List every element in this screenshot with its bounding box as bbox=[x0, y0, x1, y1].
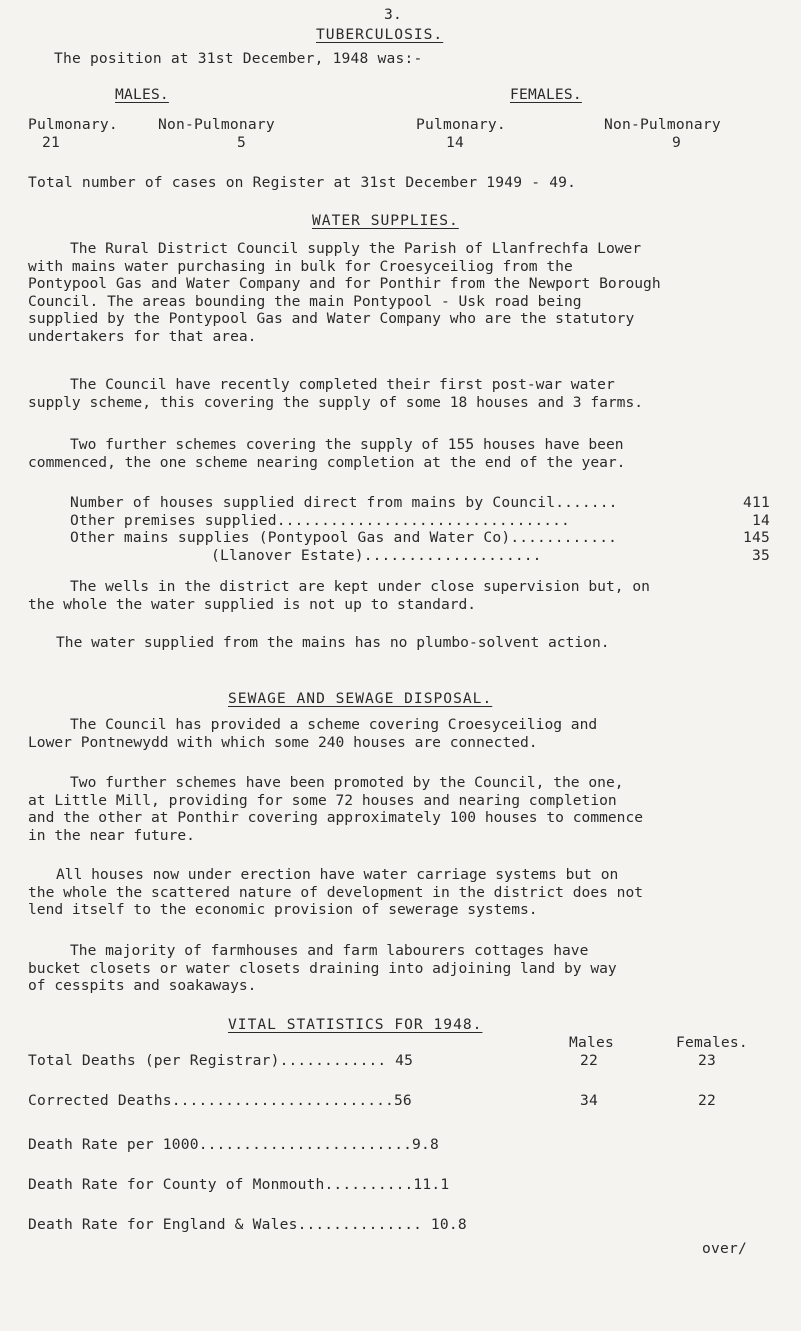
row-label: Other mains supplies (Pontypool Gas and Water Co) bbox=[70, 529, 511, 546]
text-line: Two further schemes covering the supply of 155 houses have been bbox=[70, 436, 624, 453]
row-value: 145 bbox=[743, 529, 770, 546]
text-line: Pontypool Gas and Water Company and for Ponthir from the Newport Borough bbox=[28, 275, 661, 292]
list-item: Other mains supplies (Pontypool Gas and Water Co)............ 145 bbox=[70, 529, 770, 546]
text-line: The Rural District Council supply the Parish of Llanfrechfa Lower bbox=[70, 240, 642, 257]
text-line: and the other at Ponthir covering approximately 100 houses to commence bbox=[28, 809, 644, 826]
vital-row-death-rate: Death Rate per 1000........................9.8 bbox=[28, 1136, 439, 1153]
row-label: Total Deaths (per Registrar) bbox=[28, 1052, 280, 1069]
text-line: at Little Mill, providing for some 72 houses and nearing completion bbox=[28, 791, 617, 809]
text-line: All houses now under erection have water carriage systems but on bbox=[56, 866, 619, 883]
water-para-4 bbox=[28, 578, 788, 613]
text-line: The wells in the district are kept under close supervision but, on bbox=[70, 578, 650, 595]
list-item: Number of houses supplied direct from mains by Council....... 411 bbox=[70, 494, 770, 511]
text-line: with mains water purchasing in bulk for Croesyceiliog from the bbox=[28, 257, 573, 275]
text-line: of cesspits and soakaways. bbox=[28, 977, 257, 994]
list-item: (Llanover Estate).................... 35 bbox=[211, 546, 770, 564]
row-value: 45 bbox=[395, 1052, 414, 1069]
male-non-pulmonary-value: 5 bbox=[237, 134, 246, 151]
male-pulmonary-label: Pulmonary. bbox=[28, 116, 118, 133]
row-label: Other premises supplied bbox=[70, 511, 277, 529]
page-number: 3. bbox=[384, 6, 402, 23]
text-line: Lower Pontnewydd with which some 240 houses are connected. bbox=[28, 733, 538, 751]
water-para-5 bbox=[28, 634, 788, 652]
female-pulmonary-label: Pulmonary. bbox=[416, 116, 506, 133]
vital-total-females: 23 bbox=[698, 1052, 716, 1069]
text-line: undertakers for that area. bbox=[28, 327, 257, 345]
text-line: the whole the water supplied is not up to standard. bbox=[28, 595, 477, 613]
vital-row-england-rate: Death Rate for England & Wales.............. 10.8 bbox=[28, 1216, 467, 1233]
sewage-para-3 bbox=[28, 866, 788, 919]
row-value: 10.8 bbox=[430, 1216, 467, 1233]
vital-row-corrected-deaths: Corrected Deaths.........................56 bbox=[28, 1092, 412, 1109]
row-label: (Llanover Estate) bbox=[211, 546, 364, 564]
text-line: The Council has provided a scheme covering Croesyceiliog and bbox=[70, 716, 598, 733]
males-label: MALES. bbox=[115, 86, 169, 103]
row-value: 9.8 bbox=[412, 1136, 439, 1153]
water-heading: WATER SUPPLIES. bbox=[312, 212, 459, 229]
row-value: 56 bbox=[393, 1092, 412, 1109]
row-value: 11.1 bbox=[413, 1176, 450, 1193]
text-line: bucket closets or water closets draining into adjoining land by way bbox=[28, 959, 617, 977]
text-line: in the near future. bbox=[28, 826, 195, 844]
vital-row-total-deaths: Total Deaths (per Registrar)............ 45 bbox=[28, 1052, 414, 1069]
text-line: supplied by the Pontypool Gas and Water Company who are the statutory bbox=[28, 310, 635, 327]
text-line: The water supplied from the mains has no plumbo-solvent action. bbox=[56, 634, 610, 651]
sewage-heading: SEWAGE AND SEWAGE DISPOSAL. bbox=[228, 690, 493, 707]
row-value: 14 bbox=[752, 511, 770, 529]
text-line: lend itself to the economic provision of sewerage systems. bbox=[28, 901, 538, 918]
vital-heading: VITAL STATISTICS FOR 1948. bbox=[228, 1016, 483, 1033]
female-pulmonary-value: 14 bbox=[446, 134, 464, 151]
intro-text: The position at 31st December, 1948 was:- bbox=[54, 50, 423, 67]
sewage-para-2 bbox=[28, 774, 788, 844]
text-line: The majority of farmhouses and farm labourers cottages have bbox=[70, 942, 589, 959]
text-line: The Council have recently completed their first post-war water bbox=[70, 376, 615, 393]
vital-total-males: 22 bbox=[580, 1052, 598, 1069]
vital-corrected-females: 22 bbox=[698, 1092, 716, 1109]
water-para-3 bbox=[28, 436, 788, 471]
water-supply-list bbox=[70, 494, 770, 564]
row-value: 411 bbox=[743, 494, 770, 511]
sewage-para-1 bbox=[28, 716, 788, 751]
row-label: Death Rate for County of Monmouth bbox=[28, 1176, 325, 1193]
row-label: Death Rate for England & Wales bbox=[28, 1216, 298, 1233]
water-para-2 bbox=[28, 376, 788, 411]
water-para-1 bbox=[28, 240, 788, 345]
male-pulmonary-value: 21 bbox=[42, 134, 60, 151]
total-cases-text: Total number of cases on Register at 31st December 1949 - 49. bbox=[28, 174, 577, 191]
footer-over: over/ bbox=[702, 1240, 747, 1257]
vital-row-county-rate: Death Rate for County of Monmouth..........11.1 bbox=[28, 1176, 450, 1193]
female-non-pulmonary-label: Non-Pulmonary bbox=[604, 116, 721, 133]
sewage-para-4 bbox=[28, 942, 788, 995]
male-non-pulmonary-label: Non-Pulmonary bbox=[158, 116, 275, 133]
row-label: Number of houses supplied direct from mains by Council bbox=[70, 494, 556, 511]
page-title: TUBERCULOSIS. bbox=[316, 26, 444, 43]
row-value: 35 bbox=[752, 546, 770, 564]
text-line: the whole the scattered nature of development in the district does not bbox=[28, 883, 644, 901]
female-non-pulmonary-value: 9 bbox=[672, 134, 681, 151]
list-item: Other premises supplied................................. 14 bbox=[70, 511, 770, 529]
text-line: supply scheme, this covering the supply of some 18 houses and 3 farms. bbox=[28, 393, 644, 411]
row-label: Corrected Deaths bbox=[28, 1092, 172, 1109]
row-label: Death Rate per 1000 bbox=[28, 1136, 199, 1153]
text-line: Council. The areas bounding the main Pontypool - Usk road being bbox=[28, 292, 582, 310]
vital-corrected-males: 34 bbox=[580, 1092, 598, 1109]
text-line: Two further schemes have been promoted by the Council, the one, bbox=[70, 774, 624, 791]
text-line: commenced, the one scheme nearing completion at the end of the year. bbox=[28, 453, 626, 471]
vital-males-label: Males bbox=[569, 1034, 614, 1051]
females-label: FEMALES. bbox=[510, 86, 582, 103]
vital-females-label: Females. bbox=[676, 1034, 748, 1051]
